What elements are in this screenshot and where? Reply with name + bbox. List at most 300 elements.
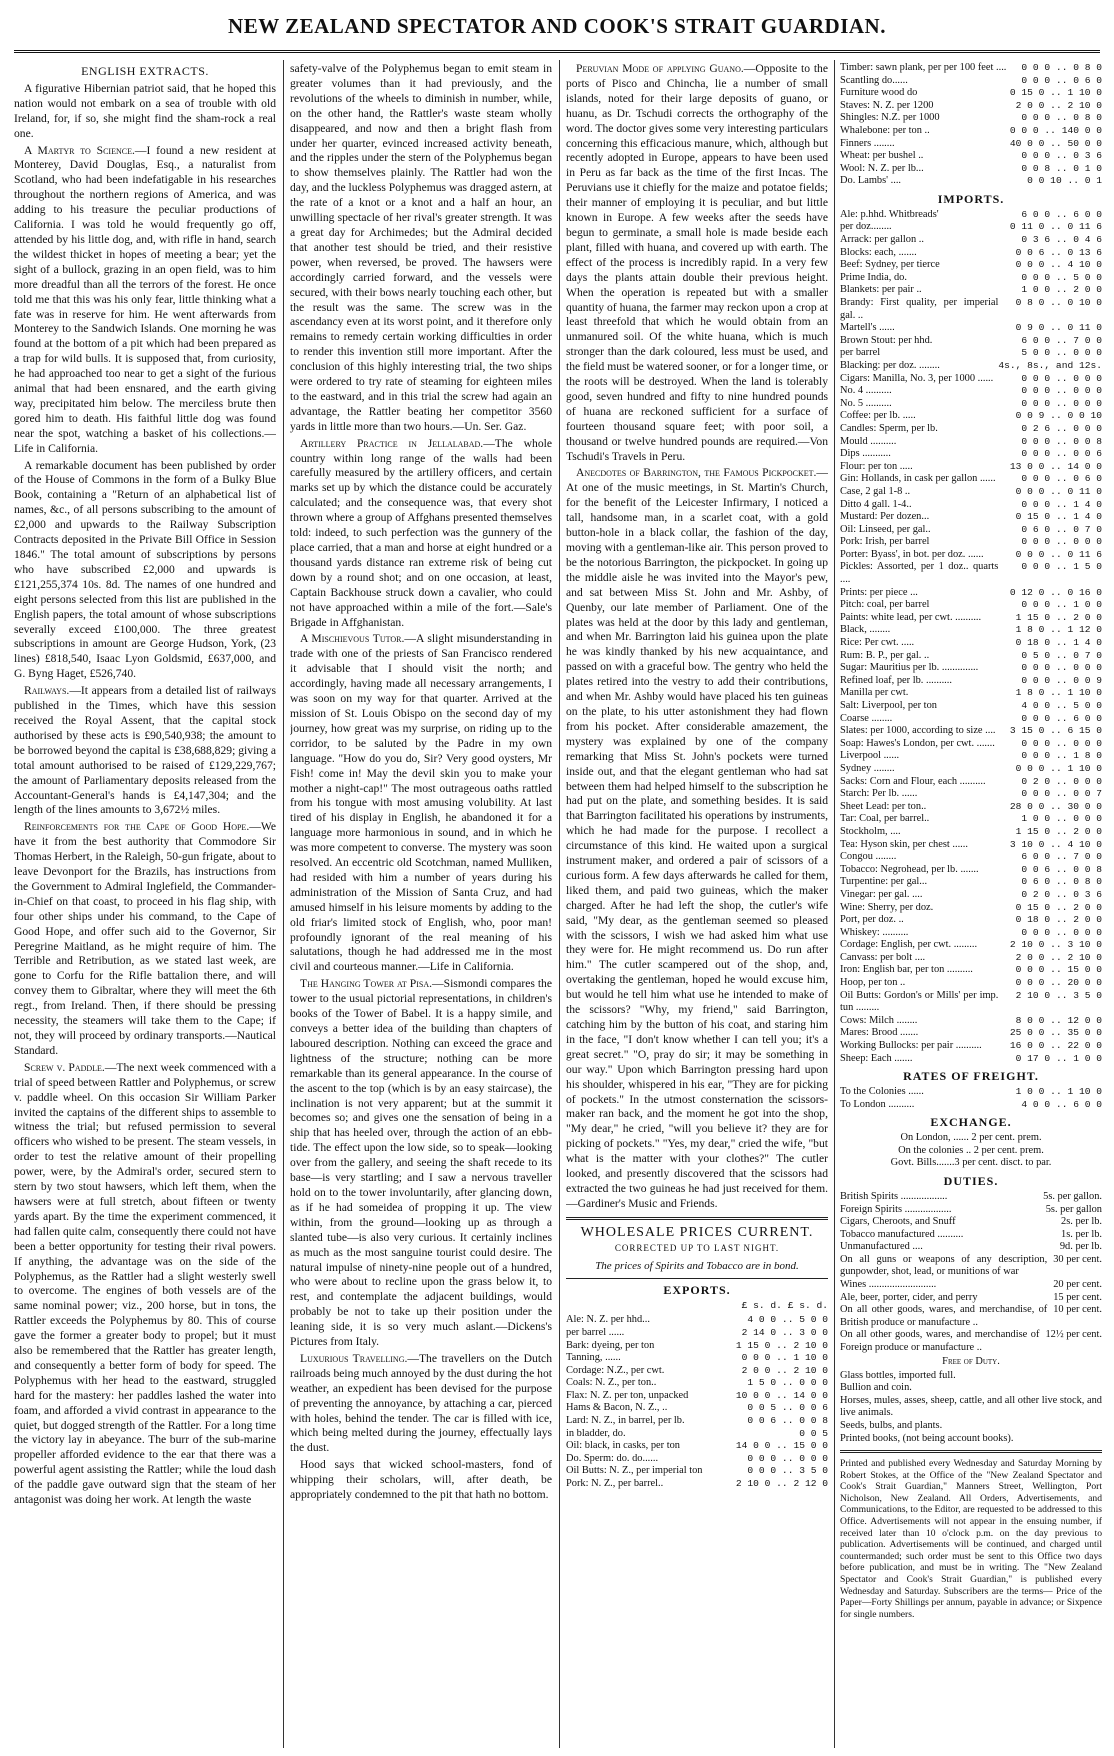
item-label: Port, per doz. .. <box>840 914 904 926</box>
item-label: Pork: Irish, per barrel <box>840 536 930 548</box>
item-label: Oil Butts: Gordon's or Mills' per imp. tun ......... <box>840 989 999 1014</box>
exchange-item: On the colonies .. 2 per cent. prem. <box>898 1144 1044 1156</box>
item-label: Coals: N. Z., per ton.. <box>566 1377 657 1389</box>
item-price: 0 0 0 .. 1 4 0 <box>1021 498 1102 510</box>
import-row <box>840 738 1102 751</box>
masthead: NEW ZEALAND SPECTATOR AND COOK'S STRAIT GUARDIAN. <box>228 14 886 38</box>
exchange-heading: EXCHANGE. <box>930 1115 1012 1130</box>
item-price: 8 0 0 .. 12 0 0 <box>1015 1014 1102 1026</box>
item-label: Staves: N. Z. per 1200 <box>840 99 934 111</box>
item-label: Cows: Milch ........ <box>840 1014 918 1026</box>
item-label: Black, ........ <box>840 624 891 636</box>
import-row <box>840 587 1102 600</box>
item-price: 0 0 0 .. 0 8 0 <box>1021 62 1102 73</box>
import-row <box>840 939 1102 952</box>
item-label: Coarse ........ <box>840 712 893 724</box>
item-price: 0 0 0 .. 20 0 0 <box>1015 977 1102 989</box>
article-paragraph <box>14 144 276 457</box>
duty-rate: 2s. per lb. <box>1061 1216 1102 1228</box>
item-price: 0 11 0 .. 0 11 6 <box>1009 221 1102 233</box>
item-price: 6 0 0 .. 6 0 0 <box>1021 208 1102 220</box>
item-label: Rice: Per cwt. ..... <box>840 637 915 649</box>
import-row <box>840 813 1102 826</box>
item-price: 0 0 0 .. 0 6 0 <box>1021 74 1102 86</box>
article-body: —It appears from a detailed list of railways published in the Times, which have this session received the Royal Assent, that the capital stock authorised by these acts is £90,540,938; the amount to be borrowed beyond the capital is £38,688,829; giving a total amount authorised to be raised of £129,229,767; the amount of Parliamentary deposits released from the Accountant-General's hands is £4,147,304; and the length of the lines amounts to 3,672½ miles. <box>14 684 276 817</box>
item-price: 0 18 0 .. 1 4 0 <box>1015 637 1102 649</box>
export-row <box>566 1340 828 1353</box>
import-row <box>840 259 1102 272</box>
exchange-item: Govt. Bills.......3 per cent. disct. to par. <box>890 1157 1052 1169</box>
item-price: 2 10 0 .. 3 10 0 <box>1009 939 1102 951</box>
item-price: 1 0 0 .. 0 0 0 <box>1021 813 1102 825</box>
item-price: 0 0 0 .. 1 10 0 <box>741 1352 828 1364</box>
import-row <box>840 486 1102 499</box>
import-row <box>840 763 1102 776</box>
item-price: 0 0 5 .. 0 0 6 <box>747 1402 828 1414</box>
item-price: 4s., 8s., and 12s. <box>998 359 1102 371</box>
article-title: Luxurious Travelling. <box>300 1351 408 1365</box>
duty-row <box>840 1254 1102 1279</box>
item-price: 10 0 0 .. 14 0 0 <box>735 1389 828 1401</box>
article-paragraph <box>290 977 552 1350</box>
import-row <box>840 360 1102 373</box>
duty-label: Cigars, Cheroots, and Snuff <box>840 1216 956 1228</box>
item-price: 1 5 0 .. 0 0 0 <box>747 1377 828 1389</box>
duty-row <box>840 1241 1102 1254</box>
item-price: 0 0 6 .. 0 13 6 <box>1015 246 1102 258</box>
import-row <box>840 524 1102 537</box>
free-item: Horses, mules, asses, sheep, cattle, and all other live stock, and live animals. <box>840 1394 1102 1419</box>
item-label: Scantling do...... <box>840 74 908 86</box>
import-row <box>840 373 1102 386</box>
imports-heading: IMPORTS. <box>937 191 1005 206</box>
item-label: Oil Butts: N. Z., per imperial ton <box>566 1465 703 1477</box>
item-price: 4 0 0 .. 5 0 0 <box>1021 700 1102 711</box>
import-row <box>840 322 1102 335</box>
import-row <box>840 410 1102 423</box>
freight-table <box>840 1086 1102 1111</box>
column-divider <box>834 60 835 1748</box>
item-label: Coffee: per lb. ..... <box>840 410 916 422</box>
export-row <box>566 1402 828 1415</box>
item-price: 0 0 0 .. 0 0 0 <box>747 1452 828 1464</box>
item-price: 0 0 8 .. 0 1 0 <box>1021 162 1102 174</box>
item-price: 0 0 0 .. 1 0 0 <box>1021 599 1102 611</box>
item-label: Tea: Hyson skin, per chest ...... <box>840 838 968 850</box>
item-label: Porter: Byass', in bot. per doz. ...... <box>840 548 984 560</box>
import-row <box>840 788 1102 801</box>
import-row <box>840 499 1102 512</box>
item-price: 0 0 6 .. 0 0 8 <box>747 1415 828 1427</box>
wholesale-note: The prices of Spirits and Tobacco are in bond. <box>595 1259 799 1272</box>
item-label: Cigars: Manilla, No. 3, per 1000 ...... <box>840 372 994 384</box>
import-row <box>840 990 1102 1015</box>
duty-rate: 1s. per lb. <box>1061 1228 1102 1240</box>
import-row <box>840 624 1102 637</box>
freight-row <box>840 1086 1102 1099</box>
article-title: Railways. <box>24 684 70 698</box>
free-of-duty-heading: Free of Duty. <box>942 1355 1000 1367</box>
import-row <box>840 335 1102 348</box>
item-label: Do. Lambs' .... <box>840 175 902 187</box>
duty-rate: 5s. per gallon. <box>1043 1190 1102 1202</box>
duty-row <box>840 1216 1102 1229</box>
item-label: Bark: dyeing, per ton <box>566 1339 655 1351</box>
item-label: Wine: Sherry, per doz. <box>840 901 934 913</box>
duty-row <box>840 1279 1102 1292</box>
masthead-rule <box>14 50 1100 56</box>
duty-rate: 20 per cent. <box>1053 1279 1102 1291</box>
item-price: 3 15 0 .. 6 15 0 <box>1009 725 1102 737</box>
import-row <box>840 234 1102 247</box>
duty-rate: 15 per cent. <box>1053 1291 1102 1303</box>
import-row <box>840 700 1102 713</box>
item-price: 0 6 0 .. 0 7 0 <box>1021 523 1102 535</box>
import-row <box>840 461 1102 474</box>
import-row <box>840 1027 1102 1040</box>
item-label: Canvass: per bolt .... <box>840 951 926 963</box>
column-1 <box>14 62 276 1748</box>
export-row <box>566 1428 828 1441</box>
item-label: Flax: N. Z. per ton, unpacked <box>566 1389 689 1401</box>
item-price: 0 0 0 .. 0 11 0 <box>1015 485 1102 497</box>
import-row <box>840 952 1102 965</box>
article-body: —The next week commenced with a trial of speed between Rattler and Polyphemus, or screw v. paddle wheel. On this occasion Sir William Parker invited the captains of the different ships to assemble to witness the trial; but refused permission to several officers who wished to be present. The steam vessels, in order to test the relative amount of their propelling power, were, by the Admiral's order, secured stern to stern by two stout hawsers, which left them, when the hawsers were at full stretch, about fifteen or twenty yards apart. By the time the experiment commenced, it had fallen quite calm, consequently there could not have been a better opportunity for testing their rival powers. If anything, the advantage was on the side of the Polyphemus, as the Rattler had a slight westerly swell to overcome. The engines of both vessels are of the same nominal power; viz., 200 horse, but in tons, the Rattler exceeds the Polyphemus by 80. This of course gave the former a greater body to propel; but it must also be remembered that the Rattler has greater length, and consequently a better form of body for speed. The Polyphemus with her head to the eastward, struggled hard for the mastery: her paddles lashed the water into foam, and afforded a vivid contrast in appearance to the quiet, but dogged strength of the Rattler. For a long time the victory lay in abeyance. The burr of the sub-marine propeller afforded evidence to the ear that there was a powerful agent assisting the Rattler; while the loud dash of the paddle gave outward sign that the steam of her antagonist was doing her work. At length the waste <box>14 1060 276 1507</box>
item-label: Whalebone: per ton .. <box>840 124 930 136</box>
export-row <box>840 87 1102 100</box>
import-row <box>840 637 1102 650</box>
free-item: Seeds, bulbs, and plants. <box>840 1419 943 1431</box>
item-label: Martell's ...... <box>840 322 895 334</box>
duty-label: Unmanufactured .... <box>840 1241 923 1253</box>
export-row <box>566 1478 828 1491</box>
item-label: To London .......... <box>840 1098 915 1110</box>
item-label: per doz........ <box>840 221 892 233</box>
imprint: Printed and published every Wednesday and Saturday Morning by Robert Stokes, at the Office of the "New Zealand Spectator and Cook's Strait Guardian," Manners Street, Wellington, Port Nicholson, New Zealand. All Orders, Advertisements, and Communications, to the Editor, are requested to be addressed to this Office. Advertisements will not appear in the ensuing number, if received later than 10 o'clock p.m. on the day previous to publication. Advertisements will be continued, and charged until countermanded; such order must be sent to this Office two days before publication, and must be in writing. The "New Zealand Spectator and Cook's Strait Guardian," is published every Wednesday and Saturday. Subscribers are the terms— Price of the Paper—Forty Shillings per annum, payable in advance; or Sixpence for single numbers. <box>840 1458 1102 1620</box>
article-title: Anecdotes of Barrington, the Famous Pickpocket. <box>576 466 817 480</box>
item-price: 2 14 0 .. 3 0 0 <box>741 1326 828 1338</box>
item-label: Blocks: each, ....... <box>840 246 917 258</box>
freight-row <box>840 1099 1102 1112</box>
article-title: Peruvian Mode of applying Guano. <box>576 62 744 75</box>
article-paragraph: A figurative Hibernian patriot said, that he hoped this nation would not embark on a sea of trouble with old Ireland, for, if so, she might find the sham-rock a real one. <box>14 81 276 140</box>
item-label: To the Colonies ...... <box>840 1086 924 1098</box>
import-row <box>840 612 1102 625</box>
article-title: Reinforcements for the Cape of Good Hope. <box>24 820 250 834</box>
item-price: 0 0 0 .. 0 0 0 <box>1021 926 1102 938</box>
item-price: 0 0 0 .. 1 8 0 <box>1021 750 1102 762</box>
duty-rate: 12½ per cent. <box>1045 1329 1102 1341</box>
export-row <box>566 1377 828 1390</box>
item-price: 3 10 0 .. 4 10 0 <box>1009 838 1102 850</box>
item-price: 0 15 0 .. 1 4 0 <box>1015 511 1102 523</box>
item-label: per barrel ...... <box>566 1326 625 1338</box>
item-label: Beef: Sydney, per tierce <box>840 259 940 271</box>
duty-label: Wines .......................... <box>840 1279 937 1291</box>
import-row <box>840 713 1102 726</box>
item-label: Timber: sawn plank, per per 100 feet .... <box>840 62 1007 73</box>
article-body: —Sismondi compares the tower to the usual pictorial representations, in children's books of the Tower of Babel. It is a happy simile, and conveys a better idea of the building than chapters of laboured description. Nothing can exceed the grace and lightness of the structure; nothing can be more remarkable than its general appearance. In the course of the ascent to the top (which is by an easy staircase), the inclination is not very apparent; but at the summit it becomes so; and gives one the sensation of being in a ship that has heeled over, through the action of an ebb-tide. The effect upon the low side, so to speak—looking over from the gallery, and seeing the shaft recede to its base—is very startling; and I saw a nervous traveller hold on to the tower involuntarily, after glancing down, as if he had someidea of propping it up. The view within, from the ground—looking up as through a slanted tube—is also very curious. It certainly inclines as much as the most sanguine tourist could desire. The natural impulse of ninety-nine people out of a hundred, who were about to recline upon the grass below it, to rest, and contemplate the adjacent buildings, would probably be not to take up their position under the leaning side, it is so very much aslant.—Dickens's Pictures from Italy. <box>290 977 552 1349</box>
item-price: 0 0 0 .. 0 0 7 <box>1021 788 1102 800</box>
item-price: 0 15 0 .. 1 10 0 <box>1009 87 1102 99</box>
item-price: 0 0 0 .. 0 0 8 <box>1021 435 1102 447</box>
duty-row <box>840 1204 1102 1217</box>
import-row <box>840 297 1102 322</box>
item-price: 4 0 0 .. 6 0 0 <box>1021 1098 1102 1110</box>
article-paragraph <box>14 820 276 1059</box>
import-row <box>840 750 1102 763</box>
item-label: Cordage: N.Z., per cwt. <box>566 1364 665 1376</box>
item-price: 0 0 0 .. 0 0 0 <box>1021 385 1102 397</box>
item-price: 13 0 0 .. 14 0 0 <box>1009 460 1102 472</box>
import-row <box>840 662 1102 675</box>
duty-row <box>840 1329 1102 1354</box>
item-label: Refined loaf, per lb. .......... <box>840 674 952 686</box>
item-price: 0 0 0 .. 0 11 6 <box>1015 548 1102 560</box>
import-row <box>840 247 1102 260</box>
item-label: Ale: N. Z. per hhd... <box>566 1314 650 1326</box>
export-row <box>840 150 1102 163</box>
item-label: No. 4 .......... <box>840 385 892 397</box>
item-label: Tanning, ...... <box>566 1352 621 1364</box>
section-heading: ENGLISH EXTRACTS. <box>81 64 209 78</box>
item-label: Hams & Bacon, N. Z., .. <box>566 1402 668 1414</box>
item-price: 1 15 0 .. 2 0 0 <box>1015 825 1102 837</box>
item-label: Finners ........ <box>840 137 895 149</box>
item-label: Oil: black, in casks, per ton <box>566 1440 680 1452</box>
duty-label: British Spirits .................. <box>840 1190 948 1202</box>
export-row <box>566 1327 828 1340</box>
item-price: 0 0 0 .. 0 0 0 <box>1021 372 1102 384</box>
export-row <box>566 1465 828 1478</box>
item-label: Rum: B. P., per gal. .. <box>840 649 930 661</box>
imports-table <box>840 209 1102 1065</box>
item-price: 0 0 0 .. 15 0 0 <box>1015 964 1102 976</box>
item-price: 0 2 0 .. 0 3 6 <box>1021 888 1102 900</box>
import-row <box>840 272 1102 285</box>
item-price: 6 0 0 .. 7 0 0 <box>1021 334 1102 346</box>
free-item: Printed books, (not being account books). <box>840 1432 1014 1444</box>
import-row <box>840 889 1102 902</box>
item-label: Mould .......... <box>840 435 897 447</box>
item-label: Pork: N. Z., per barrel.. <box>566 1478 664 1490</box>
item-price: 4 0 0 .. 5 0 0 <box>747 1314 828 1326</box>
item-label: Mustard: Per dozen... <box>840 511 930 523</box>
export-row <box>566 1453 828 1466</box>
article-title: The Hanging Tower at Pisa. <box>300 977 433 991</box>
item-label: Stockholm, .... <box>840 825 901 837</box>
item-label: Paints: white lead, per cwt. .......... <box>840 611 982 623</box>
article-body: —Opposite to the ports of Pisco and Chincha, lie a number of small islands, noted for their large deposits of guano, or huanu, as Dr. Tschudi corrects the orthography of the word. The doctor gives some very interesting particulars concerning this efficacious manure, which, although but recently adopted in Europe, appears to have been used in Peru as far back as the time of the first Incas. The Peruvians use it chiefly for the maize and potatoe fields; their manner of employing it is peculiar, and but little known in Europe. A few weeks after the seeds have begun to germinate, a small hole is made beside each plant, filled with huana, and covered up with earth. The effect of the process is incredibly rapid. In a very few days the plants attain double their previous height. When the operation is repeated but with a smaller quantity of huana, the farmer may reckon upon a crop at least threefold that which he would obtain from an unmanured soil. Of the white huana, which is much stronger than the dark coloured, less must be used, and the field must be watered sooner, or for a longer time, or the roots will be destroyed. When the land is tolerably good, seven hundred and fifty to nine hundred pounds of huana are reckoned sufficient for a surface of fourteen thousand square feet; with poor soil, a thousand or twelve hundred pounds are required.—Von Tschudi's Travels in Peru. <box>566 62 828 463</box>
item-label: Lard: N. Z., in barrel, per lb. <box>566 1415 685 1427</box>
item-price: 0 0 0 .. 0 6 0 <box>1021 473 1102 485</box>
item-price: 0 0 0 .. 6 0 0 <box>1021 712 1102 724</box>
item-price: 0 0 0 .. 3 5 0 <box>747 1465 828 1477</box>
item-label: Congou ........ <box>840 851 897 863</box>
duty-rate: 30 per cent. <box>1053 1253 1102 1265</box>
item-label: Prints: per piece ... <box>840 586 918 598</box>
item-label: Pickles: Assorted, per 1 doz.. quarts .... <box>840 561 999 586</box>
freight-heading: RATES OF FREIGHT. <box>903 1069 1039 1084</box>
item-label: Furniture wood do <box>840 87 918 99</box>
item-price: 0 0 5 <box>799 1427 828 1439</box>
item-label: Shingles: N.Z. per 1000 <box>840 112 940 124</box>
export-row <box>840 175 1102 188</box>
section-rule <box>566 1217 828 1220</box>
item-price: 0 0 0 .. 140 0 0 <box>1009 124 1102 136</box>
item-price: 1 8 0 .. 1 10 0 <box>1015 687 1102 699</box>
item-label: Ditto 4 gall. 1-4.. <box>840 498 912 510</box>
item-label: Salt: Liverpool, per ton <box>840 700 937 711</box>
article-paragraph <box>290 437 552 631</box>
item-label: Mares: Brood ....... <box>840 1027 919 1039</box>
import-row <box>840 549 1102 562</box>
import-row <box>840 801 1102 814</box>
duty-row <box>840 1292 1102 1305</box>
export-row <box>840 125 1102 138</box>
exports-column-header: £ s. d. £ s. d. <box>741 1300 828 1312</box>
duty-rate: 9d. per lb. <box>1059 1241 1102 1253</box>
item-label: Wool: N. Z. per lb... <box>840 162 924 174</box>
import-row <box>840 448 1102 461</box>
export-row <box>840 62 1102 75</box>
item-label: Brandy: First quality, per imperial gal. .. <box>840 297 999 321</box>
item-price: 0 0 0 .. 0 3 6 <box>1021 150 1102 162</box>
export-row <box>840 100 1102 113</box>
item-label: Sacks: Corn and Flour, each .......... <box>840 775 986 787</box>
item-price: 0 0 0 .. 5 0 0 <box>1021 271 1102 283</box>
item-price: 0 0 0 .. 1 10 0 <box>1015 762 1102 774</box>
export-row <box>566 1314 828 1327</box>
item-label: Candles: Sperm, per lb. <box>840 422 938 434</box>
item-price: 5 0 0 .. 0 0 0 <box>1021 347 1102 359</box>
import-row <box>840 725 1102 738</box>
column-3 <box>566 62 828 1748</box>
import-row <box>840 1040 1102 1053</box>
item-price: 0 8 0 .. 0 10 0 <box>1015 297 1102 308</box>
import-row <box>840 511 1102 524</box>
import-row <box>840 826 1102 839</box>
duty-label: On all guns or weapons of any description, gunpowder, shot, lead, or munitions of war <box>840 1253 1048 1278</box>
import-row <box>840 209 1102 222</box>
exchange-item: On London, ...... 2 per cent. prem. <box>900 1132 1042 1144</box>
import-row <box>840 221 1102 234</box>
item-label: Oil: Linseed, per gal.. <box>840 523 931 535</box>
item-label: in bladder, do. <box>566 1427 626 1439</box>
article-title: A Martyr to Science. <box>24 143 135 157</box>
export-row <box>566 1415 828 1428</box>
item-price: 0 0 9 .. 0 0 10 <box>1015 410 1102 422</box>
item-label: Slates: per 1000, according to size .... <box>840 725 996 737</box>
item-label: Cordage: English, per cwt. ......... <box>840 939 978 951</box>
item-label: Blacking: per doz. ........ <box>840 359 940 371</box>
duty-row <box>840 1191 1102 1204</box>
import-row <box>840 876 1102 889</box>
item-price: 16 0 0 .. 22 0 0 <box>1009 1040 1102 1052</box>
item-label: Brown Stout: per hhd. <box>840 334 933 346</box>
export-row <box>840 75 1102 88</box>
item-price: 25 0 0 .. 35 0 0 <box>1009 1027 1102 1039</box>
article-paragraph: Hood says that wicked school-masters, fond of whipping their scholars, will, after death, be appropriately condemned to the pit that hath no bottom. <box>290 1458 552 1502</box>
import-row <box>840 851 1102 864</box>
item-price: 0 17 0 .. 1 0 0 <box>1015 1052 1102 1064</box>
item-label: Arrack: per gallon .. <box>840 234 924 246</box>
item-price: 0 0 0 .. 0 0 0 <box>1021 737 1102 749</box>
duty-rate: 5s. per gallon <box>1045 1203 1102 1215</box>
item-label: Tobacco: Negrohead, per lb. ....... <box>840 863 979 875</box>
item-price: 0 6 0 .. 0 8 0 <box>1021 876 1102 888</box>
item-label: Prime India, do. <box>840 271 907 283</box>
import-row <box>840 864 1102 877</box>
item-label: Vinegar: per gal. .... <box>840 888 923 900</box>
import-row <box>840 436 1102 449</box>
item-label: Soap: Hawes's London, per cwt. ....... <box>840 737 995 749</box>
duty-rate: 10 per cent. <box>1053 1304 1102 1316</box>
duty-row <box>840 1229 1102 1242</box>
duties-list <box>840 1191 1102 1355</box>
article-paragraph <box>14 684 276 818</box>
import-row <box>840 675 1102 688</box>
import-row <box>840 561 1102 586</box>
item-price: 0 3 6 .. 0 4 6 <box>1021 234 1102 246</box>
export-row <box>840 138 1102 151</box>
import-row <box>840 914 1102 927</box>
article-body: —The whole country within long range of the walls had been carefully measured by the artillery officers, and certain marks set up by which the distance could be accurately calculated; and the consequence was, that every shot thrown where a group of Affghans presented themselves told: indeed, to such perfection was the gunnery of the place carried, that a man and horse at eight hundred or a thousand yards distance ran extreme risk of being cut down by a round shot; and on one occasion, at least, Captain Backhouse struck down a cavalier, who could not have approached within a mile of the fort.—Sale's Brigade in Affghanistan. <box>290 436 552 629</box>
import-row <box>840 536 1102 549</box>
article-paragraph <box>290 1352 552 1456</box>
item-price: 1 0 0 .. 1 10 0 <box>1015 1086 1102 1098</box>
item-price: 0 18 0 .. 2 0 0 <box>1015 914 1102 926</box>
item-price: 0 12 0 .. 0 16 0 <box>1009 586 1102 598</box>
item-label: per barrel <box>840 347 881 359</box>
export-row <box>566 1440 828 1453</box>
column-divider <box>559 60 560 1748</box>
article-body: —We have it from the best authority that Commodore Sir Thomas Herbert, in the Raleigh, 50-gun frigate, about to leave Devonport for the Brazils, has instructions from the Government to Admiral Inglefield, the Commander-in-Chief on that coast, to proceed in his flag ship, with four other ships under his command, to the Cape of Good Hope, and offer such aid to the Governor, Sir Peregrine Maitland, as he might require of him. The Terrible and Retribution, as we stated last week, are gone to Corfu for the Rifle battalion there, and will convey them to Gibraltar, where they will meet the 6th regt., from Ireland. Then, if there should be pressing necessity, the steamers will take them to the Cape; if not, they will proceed by ordinary transports.—Nautical Standard. <box>14 820 276 1057</box>
import-row <box>840 284 1102 297</box>
item-price: 2 0 0 .. 2 10 0 <box>1015 951 1102 963</box>
item-label: No. 5 .......... <box>840 397 892 409</box>
item-price: 0 5 0 .. 0 7 0 <box>1021 649 1102 661</box>
article-title: Artillery Practice in Jellalabad. <box>300 436 484 450</box>
wholesale-title: WHOLESALE PRICES CURRENT. <box>580 1224 814 1240</box>
item-price: 14 0 0 .. 15 0 0 <box>735 1440 828 1452</box>
article-paragraph <box>566 466 828 1211</box>
import-row <box>840 1015 1102 1028</box>
item-label: Blankets: per pair .. <box>840 284 922 296</box>
item-label: Wheat: per bushel .. <box>840 150 924 162</box>
timber-table <box>840 62 1102 188</box>
item-price: 1 8 0 .. 1 12 0 <box>1015 624 1102 636</box>
import-row <box>840 1053 1102 1066</box>
duty-label: Foreign Spirits .................. <box>840 1203 952 1215</box>
import-row <box>840 977 1102 990</box>
item-price: 28 0 0 .. 30 0 0 <box>1009 800 1102 812</box>
section-rule <box>840 1450 1102 1453</box>
import-row <box>840 964 1102 977</box>
export-row <box>840 163 1102 176</box>
export-row <box>840 112 1102 125</box>
item-price: 0 0 0 .. 0 0 6 <box>1021 448 1102 460</box>
item-price: 0 0 0 .. 0 8 0 <box>1021 112 1102 124</box>
item-label: Liverpool ...... <box>840 750 900 762</box>
duty-label: On all other goods, wares, and merchandise, of British produce or manufacture .. <box>840 1304 1048 1328</box>
item-label: Ale: p.hhd. Whitbreads' <box>840 208 939 220</box>
item-label: Sugar: Mauritius per lb. .............. <box>840 662 979 674</box>
import-row <box>840 473 1102 486</box>
article-body: —I found a new resident at Monterey, David Douglas, Esq., a naturalist from Scotland, who had been indefatigable in his researches throughout the northern regions of America, and was adding to his treasure the peculiar productions of California. I was told he would frequently go off, attended by his little dog, and, with rifle in hand, search the wildest thicket in hopes of meeting a bear; yet the sight of a bullock, grazing in an open field, was to him more dreadful than all the terrors of the forest. He once told me that this was his only fear, little thinking what a fate was in reserve for him. He went afterwards from Monterey to the Sandwich Islands. One morning he was found at the bottom of a pit which had been prepared as a trap for wild bulls. It is supposed that, from curiosity, he had approached too near to get a sight of the furious animal that had been ensnared, and the earth giving way, precipitated him below. The merciless brute then gored him to death. His faithful little dog was found near the spot, watching a basket of his collections.—Life in California. <box>14 143 276 455</box>
article-body: —At one of the music meetings, in St. Martin's Church, for the benefit of the Leicester Infirmary, I noticed a tall, handsome man, in a scarlet coat, with a gold button-hole in a black collar, the fashion of the day, moving with a gentleman-like air. This person proved to be the notorious Barrington, the pickpocket. In going up the middle aisle he was invited into the Mayor's pew, and sat between Miss St. John and Mr. Ashby, of Quenby, our late member of Parliament. One of the plates was held at the door by this lady and gentleman, and when Mr. Barrington laid his guinea upon the plate he was kindly thanked by his new acquaintance, and passed on with a graceful bow. The gentry who held the plates retired into the vestry to add their contributions, and when Mr. Ashby would have placed his ten guineas on the plate, to his utter astonishment they had flown from his pocket. After considerable amazement, the mystery was explained by one of the company remarking that Miss St. John's pockets were turned inside out, and that the elegant gentleman who had sat between them had helped himself to the subscription he had put on the plate, and something besides. It is said that Barrington facilitated his operations by instruments, which he had made for the purpose. I recollect a circumstance of this kind. He waited upon a surgical instrument maker, and ordered a pair of scissors of a curious form. A few days afterwards he called for them, liked them, and paid two guineas, which the maker charged. After he had left the shop, the cutler's wife said, "My dear, as the gentleman seemed so pleased with the scissors, I wish we had asked him what use they were for. He might recommend us. Do run after him." The cutler scampered out of the shop, and, overtaking the gentleman, hoped he would excuse him, but would he tell him what use he intended to make of the scissors? "Why, my friend," said Barrington, catching him by the button of his coat, and staring him in the face, "I don't know whether I can tell you; it's a great secret." "O, pray do sir; it may be something in our way." Upon which Barrington pressing hard upon his shoulder, whispered in his ear, "They are for picking of pockets." In the utmost consternation the scissors-maker ran back, and the moment he got into the shop, "My dear," he cried, "will you believe it? they are for picking of pockets." "Yes, my dear," cried the wife, "but what is the matter with your clothes?" The cutler looked, and presently discovered that the scissors had extracted the two guineas he had just received for them.—Gardiner's Music and Friends. <box>566 466 828 1210</box>
item-price: 0 2 6 .. 0 0 0 <box>1021 422 1102 434</box>
